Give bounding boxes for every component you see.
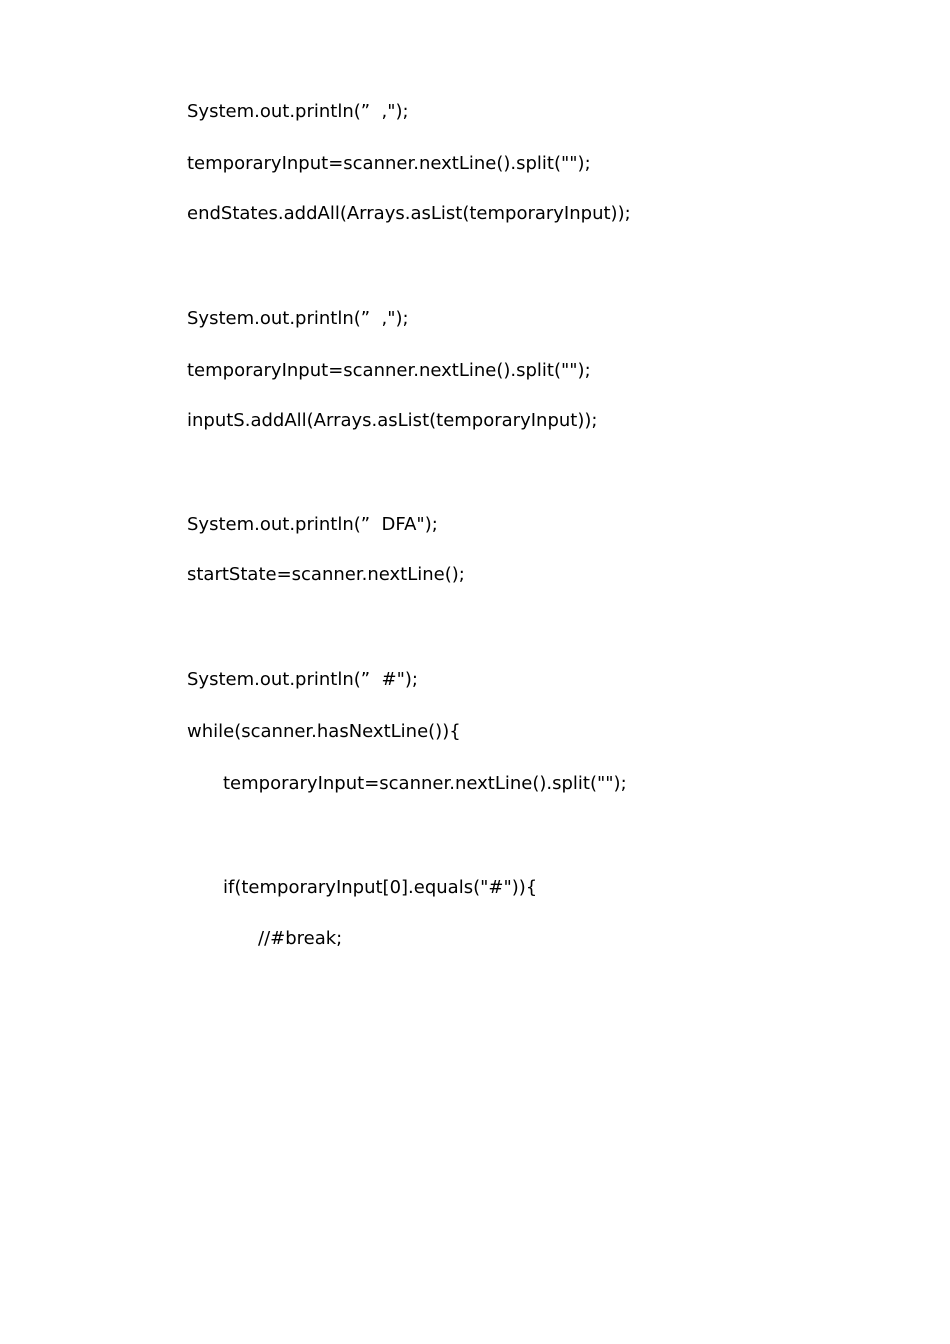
code-line: if(temporaryInput[0].equals("#")){ bbox=[223, 877, 538, 898]
code-line: temporaryInput=scanner.nextLine().split(""); bbox=[223, 773, 627, 794]
code-line: temporaryInput=scanner.nextLine().split(""); bbox=[187, 360, 591, 381]
code-line: System.out.println(” DFA"); bbox=[187, 514, 438, 535]
code-line: System.out.println(” #"); bbox=[187, 669, 418, 690]
code-line: System.out.println(” ,"); bbox=[187, 101, 409, 122]
code-line: while(scanner.hasNextLine()){ bbox=[187, 721, 461, 742]
code-line: inputS.addAll(Arrays.asList(temporaryInput)); bbox=[187, 410, 598, 431]
code-line: temporaryInput=scanner.nextLine().split(""); bbox=[187, 153, 591, 174]
code-line: startState=scanner.nextLine(); bbox=[187, 564, 465, 585]
code-line: System.out.println(” ,"); bbox=[187, 308, 409, 329]
code-line: endStates.addAll(Arrays.asList(temporaryInput)); bbox=[187, 203, 631, 224]
code-line: //#break; bbox=[258, 928, 343, 949]
